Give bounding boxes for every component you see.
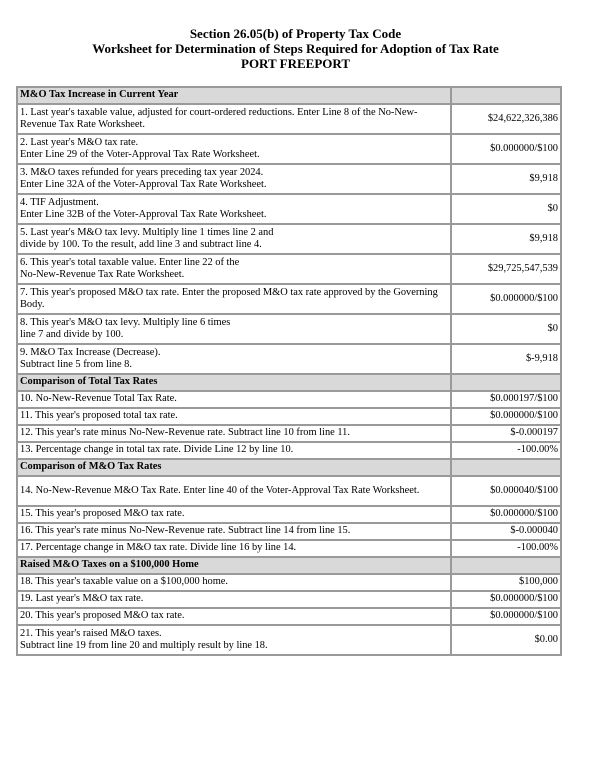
line-value: $0.000000/$100 <box>451 506 562 523</box>
table-row <box>17 591 561 608</box>
line-label: 20. This year's proposed M&O tax rate. <box>17 608 451 625</box>
line-value: -100.00% <box>451 442 562 459</box>
worksheet-header <box>0 26 591 71</box>
section-value-cell <box>451 374 562 391</box>
line-label: 9. M&O Tax Increase (Decrease). Subtract line 5 from line 8. <box>17 344 451 374</box>
line-value: $9,918 <box>451 164 562 194</box>
section-value-cell <box>451 459 562 476</box>
line-label: 12. This year's rate minus No-New-Revenue rate. Subtract line 10 from line 11. <box>17 425 451 442</box>
line-label: 10. No-New-Revenue Total Tax Rate. <box>17 391 451 408</box>
line-label: 21. This year's raised M&O taxes. Subtract line 19 from line 20 and multiply result by line 18. <box>17 625 451 655</box>
section-title: Comparison of Total Tax Rates <box>17 374 451 391</box>
table-row <box>17 314 561 344</box>
line-label: 17. Percentage change in M&O tax rate. Divide line 16 by line 14. <box>17 540 451 557</box>
taxing-unit-name: PORT FREEPORT <box>241 56 350 71</box>
line-value: $29,725,547,539 <box>451 254 562 284</box>
worksheet-title: Worksheet for Determination of Steps Required for Adoption of Tax Rate <box>92 41 499 56</box>
line-value: $0 <box>451 194 562 224</box>
line-label: 16. This year's rate minus No-New-Revenue rate. Subtract line 14 from line 15. <box>17 523 451 540</box>
table-row <box>17 391 561 408</box>
table-row <box>17 476 561 506</box>
table-row <box>17 574 561 591</box>
line-label: 6. This year's total taxable value. Enter line 22 of the No-New-Revenue Tax Rate Worksheet. <box>17 254 451 284</box>
line-label: 5. Last year's M&O tax levy. Multiply line 1 times line 2 and divide by 100. To the result, add line 3 and subtract line 4. <box>17 224 451 254</box>
line-value: $0.000040/$100 <box>451 476 562 506</box>
section-title: Comparison of M&O Tax Rates <box>17 459 451 476</box>
line-label: 3. M&O taxes refunded for years preceding tax year 2024. Enter Line 32A of the Voter-Approval Tax Rate Worksheet. <box>17 164 451 194</box>
table-row <box>17 284 561 314</box>
table-row <box>17 506 561 523</box>
line-value: $24,622,326,386 <box>451 104 562 134</box>
table-row <box>17 608 561 625</box>
line-label: 7. This year's proposed M&O tax rate. Enter the proposed M&O tax rate approved by the Governing Body. <box>17 284 451 314</box>
section-value-cell <box>451 87 562 104</box>
table-row <box>17 540 561 557</box>
table-row <box>17 164 561 194</box>
section-header-mo-tax-increase <box>17 87 561 104</box>
section-header-raised-mo-taxes <box>17 557 561 574</box>
line-label: 14. No-New-Revenue M&O Tax Rate. Enter line 40 of the Voter-Approval Tax Rate Worksheet. <box>17 476 451 506</box>
line-value: $-0.000040 <box>451 523 562 540</box>
table-row <box>17 344 561 374</box>
line-value: $9,918 <box>451 224 562 254</box>
table-row <box>17 104 561 134</box>
line-label: 4. TIF Adjustment. Enter Line 32B of the Voter-Approval Tax Rate Worksheet. <box>17 194 451 224</box>
line-value: $0.000000/$100 <box>451 134 562 164</box>
line-value: -100.00% <box>451 540 562 557</box>
line-label: 1. Last year's taxable value, adjusted for court-ordered reductions. Enter Line 8 of the No-New-Revenue Tax Rate Worksheet. <box>17 104 451 134</box>
section-value-cell <box>451 557 562 574</box>
line-label: 18. This year's taxable value on a $100,000 home. <box>17 574 451 591</box>
line-value: $0.000000/$100 <box>451 408 562 425</box>
table-row <box>17 224 561 254</box>
table-row <box>17 523 561 540</box>
table-row <box>17 625 561 655</box>
worksheet-table <box>16 86 562 656</box>
line-label: 8. This year's M&O tax levy. Multiply line 6 times line 7 and divide by 100. <box>17 314 451 344</box>
section-header-total-tax-rates <box>17 374 561 391</box>
line-value: $-9,918 <box>451 344 562 374</box>
line-value: $0 <box>451 314 562 344</box>
line-label: 19. Last year's M&O tax rate. <box>17 591 451 608</box>
line-label: 15. This year's proposed M&O tax rate. <box>17 506 451 523</box>
section-header-mo-tax-rates <box>17 459 561 476</box>
statute-title: Section 26.05(b) of Property Tax Code <box>189 26 402 41</box>
table-row <box>17 254 561 284</box>
line-value: $100,000 <box>451 574 562 591</box>
line-value: $0.000000/$100 <box>451 591 562 608</box>
line-value: $0.00 <box>451 625 562 655</box>
table-row <box>17 134 561 164</box>
line-value: $0.000000/$100 <box>451 284 562 314</box>
line-value: $-0.000197 <box>451 425 562 442</box>
table-row <box>17 408 561 425</box>
table-row <box>17 442 561 459</box>
table-row <box>17 425 561 442</box>
table-row <box>17 194 561 224</box>
section-title: M&O Tax Increase in Current Year <box>17 87 451 104</box>
line-value: $0.000000/$100 <box>451 608 562 625</box>
section-title: Raised M&O Taxes on a $100,000 Home <box>17 557 451 574</box>
line-label: 11. This year's proposed total tax rate. <box>17 408 451 425</box>
line-label: 13. Percentage change in total tax rate. Divide Line 12 by line 10. <box>17 442 451 459</box>
line-value: $0.000197/$100 <box>451 391 562 408</box>
line-label: 2. Last year's M&O tax rate. Enter Line 29 of the Voter-Approval Tax Rate Worksheet. <box>17 134 451 164</box>
